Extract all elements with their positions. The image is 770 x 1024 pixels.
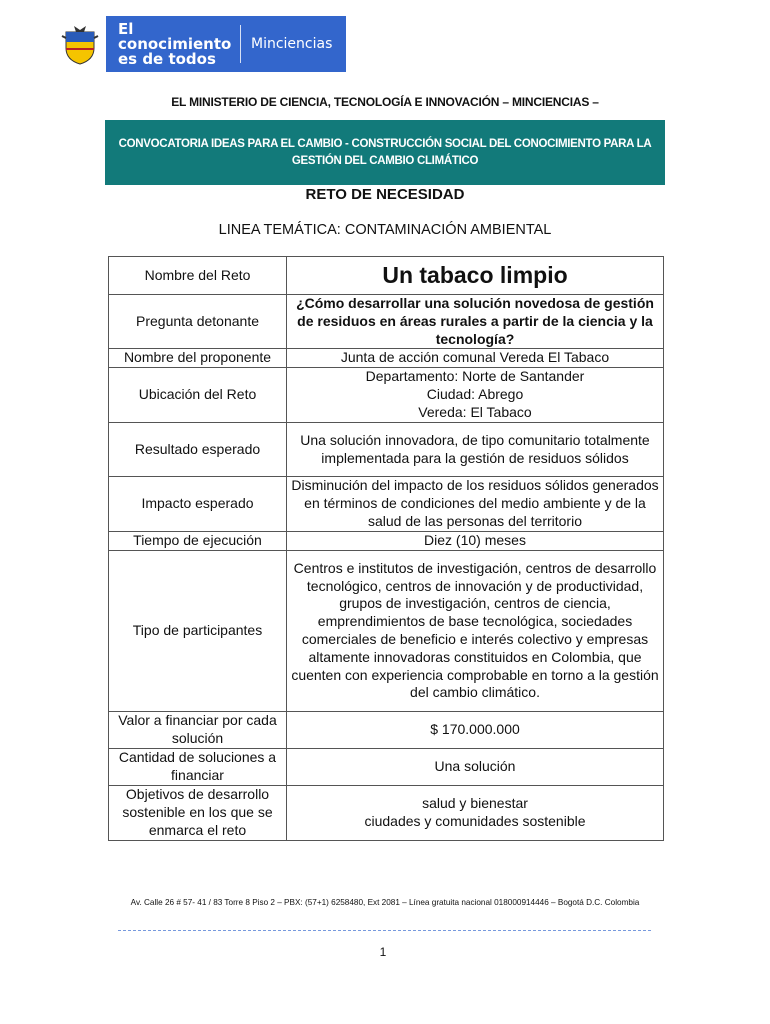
cantidad-value: Una solución xyxy=(287,748,664,785)
logo-divider xyxy=(240,25,241,63)
table-row xyxy=(109,711,664,748)
row-label: Ubicación del Reto xyxy=(109,368,287,423)
reto-title: RETO DE NECESIDAD xyxy=(305,186,465,203)
footer-address: Av. Calle 26 # 57- 41 / 83 Torre 8 Piso 2 – PBX: (57+1) 6258480, Ext 2081 – Línea gratuita nacional 018000914446 – Bogotá D.C. Colombia xyxy=(130,898,640,907)
reto-table xyxy=(108,256,664,841)
linea-tematica: LINEA TEMÁTICA: CONTAMINACIÓN AMBIENTAL xyxy=(218,222,552,238)
table-row xyxy=(109,368,664,423)
departamento-text: Departamento: Norte de Santander xyxy=(365,368,585,385)
reto-name: Un tabaco limpio xyxy=(287,257,664,295)
row-label: Tipo de participantes xyxy=(109,550,287,711)
banner-text: CONVOCATORIA IDEAS PARA EL CAMBIO - CONSTRUCCIÓN SOCIAL DEL CONOCIMIENTO PARA LA GESTIÓN DEL CAMBIO CLIMÁTICO xyxy=(118,137,652,167)
header-logo xyxy=(54,16,346,72)
ubicacion-value xyxy=(287,368,664,423)
row-label: Nombre del Reto xyxy=(109,257,287,295)
table-row xyxy=(109,785,664,840)
row-label: Resultado esperado xyxy=(109,423,287,477)
page-number: 1 xyxy=(379,945,387,959)
resultado-value: Una solución innovadora, de tipo comunitario totalmente implementada para la gestión de residuos sólidos xyxy=(287,423,664,477)
row-label: Nombre del proponente xyxy=(109,349,287,368)
table-row xyxy=(109,295,664,349)
row-label: Cantidad de soluciones a financiar xyxy=(109,748,287,785)
ministry-title: EL MINISTERIO DE CIENCIA, TECNOLOGÍA E INNOVACIÓN – MINCIENCIAS – xyxy=(171,95,599,109)
tiempo-value: Diez (10) meses xyxy=(287,532,664,551)
objetivo-2: ciudades y comunidades sostenible xyxy=(364,812,586,829)
table-row xyxy=(109,257,664,295)
table-row xyxy=(109,349,664,368)
footer-divider xyxy=(118,930,651,931)
row-label: Pregunta detonante xyxy=(109,295,287,349)
pregunta-value: ¿Cómo desarrollar una solución novedosa de gestión de residuos en áreas rurales a partir de la ciencia y la tecnología? xyxy=(287,295,664,349)
ciudad-text: Ciudad: Abrego xyxy=(426,386,524,403)
row-label: Objetivos de desarrollo sostenible en los que se enmarca el reto xyxy=(109,785,287,840)
table-row xyxy=(109,748,664,785)
objetivo-1: salud y bienestar xyxy=(422,795,528,812)
vereda-text: Vereda: El Tabaco xyxy=(418,404,532,421)
table-row xyxy=(109,423,664,477)
table-row xyxy=(109,477,664,532)
table-row xyxy=(109,550,664,711)
participantes-value: Centros e institutos de investigación, centros de desarrollo tecnológico, centros de innovación y de productividad, grupos de investigación, centros de ciencia, emprendimientos de base tecnológica, sociedades comerciales de beneficio e interés colectivo y empresas altamente innovadoras constituidos en Colombia, que cuenten con experiencia comprobable en torno a la gestión del cambio climático. xyxy=(287,550,664,711)
coat-of-arms-icon xyxy=(54,16,106,72)
table-row xyxy=(109,532,664,551)
brand-name: Minciencias xyxy=(251,36,333,52)
impacto-value: Disminución del impacto de los residuos sólidos generados en términos de condiciones del medio ambiente y de la salud de las personas del territorio xyxy=(287,477,664,532)
row-label: Valor a financiar por cada solución xyxy=(109,711,287,748)
convocatoria-banner xyxy=(105,120,665,185)
valor-value: $ 170.000.000 xyxy=(287,711,664,748)
proponente-value: Junta de acción comunal Vereda El Tabaco xyxy=(287,349,664,368)
slogan-text: El conocimiento es de todos xyxy=(118,19,232,68)
objetivos-value xyxy=(287,785,664,840)
row-label: Impacto esperado xyxy=(109,477,287,532)
row-label: Tiempo de ejecución xyxy=(109,532,287,551)
